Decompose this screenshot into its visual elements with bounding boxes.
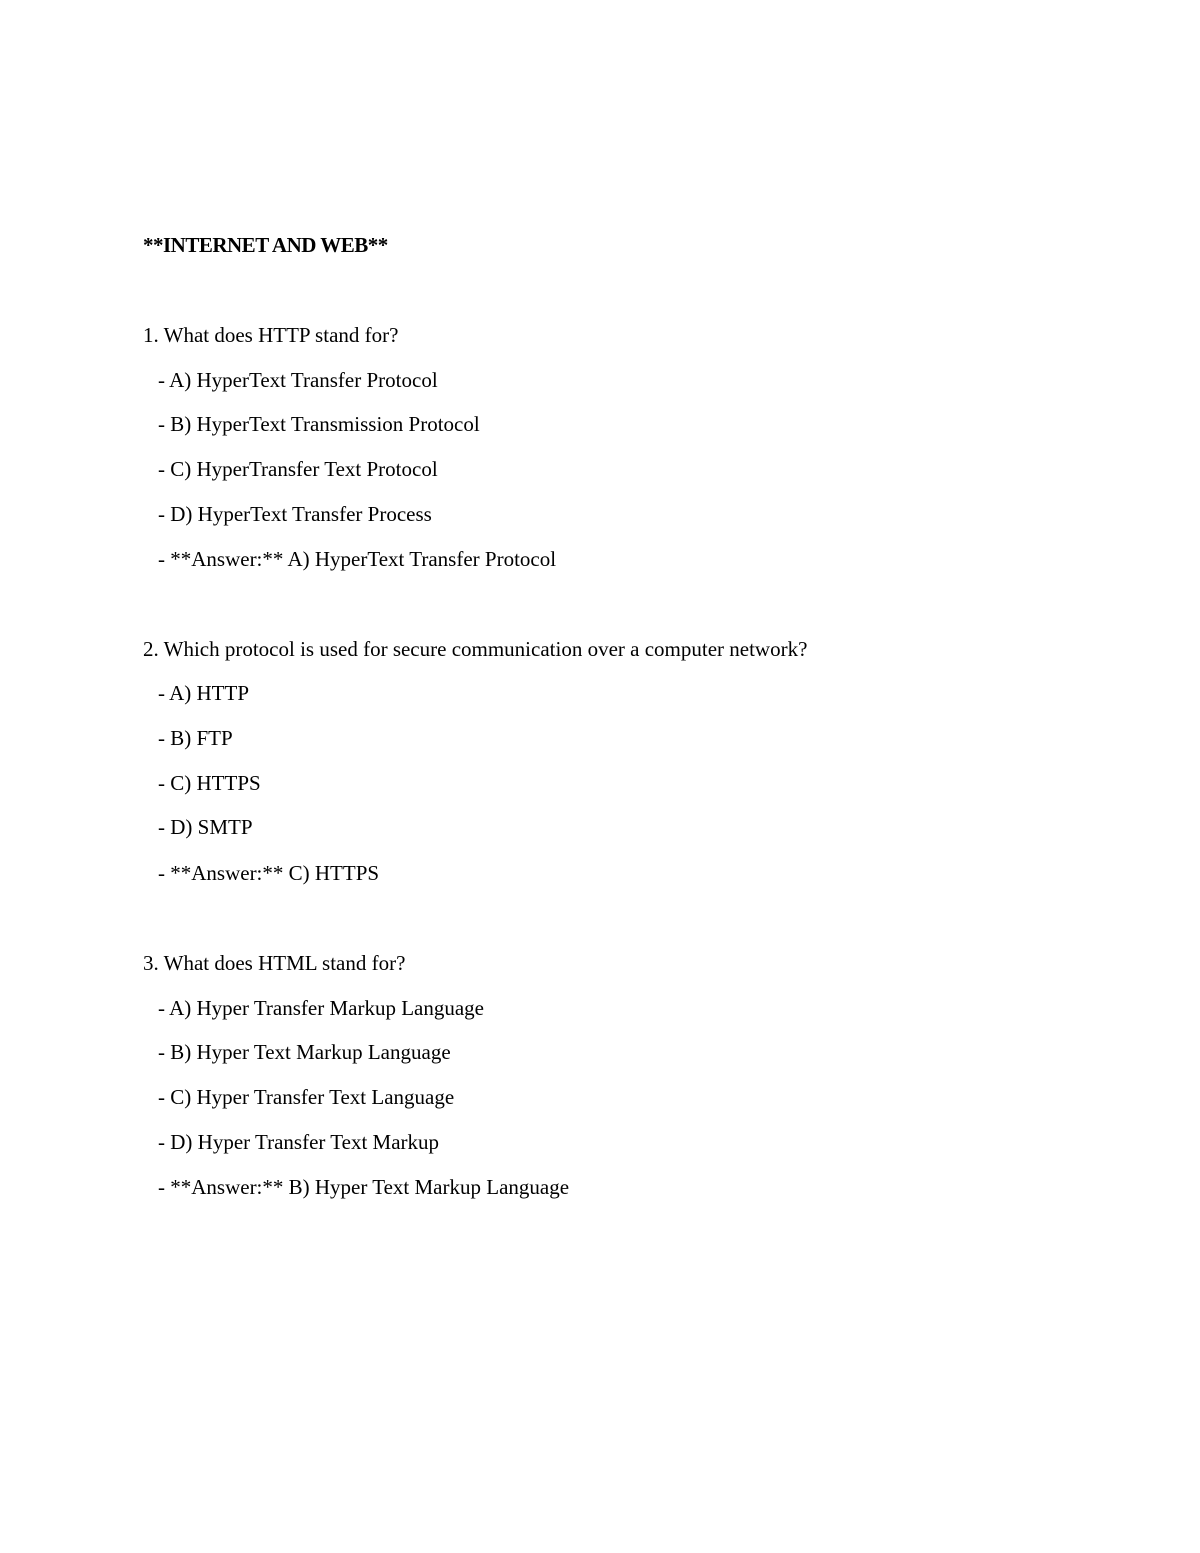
question-1-option-d: - D) HyperText Transfer Process <box>158 502 432 526</box>
question-1-option-c: - C) HyperTransfer Text Protocol <box>158 457 438 481</box>
question-2-option-c: - C) HTTPS <box>158 771 261 795</box>
question-1-option-b: - B) HyperText Transmission Protocol <box>158 412 480 436</box>
question-3-option-a: - A) Hyper Transfer Markup Language <box>158 996 485 1020</box>
question-2-option-d: - D) SMTP <box>158 815 253 839</box>
question-3-option-c: - C) Hyper Transfer Text Language <box>158 1085 455 1109</box>
question-2-answer: - **Answer:** C) HTTPS <box>158 861 380 885</box>
question-3-answer: - **Answer:** B) Hyper Text Markup Language <box>158 1175 570 1199</box>
question-3-prompt: 3. What does HTML stand for? <box>143 951 406 975</box>
question-2-option-a: - A) HTTP <box>158 681 249 705</box>
question-1-option-a: - A) HyperText Transfer Protocol <box>158 368 438 392</box>
question-2-prompt: 2. Which protocol is used for secure communication over a computer network? <box>143 637 808 661</box>
question-1-answer: - **Answer:** A) HyperText Transfer Protocol <box>158 547 557 571</box>
section-heading: **INTERNET AND WEB** <box>143 233 388 257</box>
question-3-option-b: - B) Hyper Text Markup Language <box>158 1040 451 1064</box>
question-2-option-b: - B) FTP <box>158 726 233 750</box>
question-1-prompt: 1. What does HTTP stand for? <box>143 323 399 347</box>
question-3-option-d: - D) Hyper Transfer Text Markup <box>158 1130 440 1154</box>
